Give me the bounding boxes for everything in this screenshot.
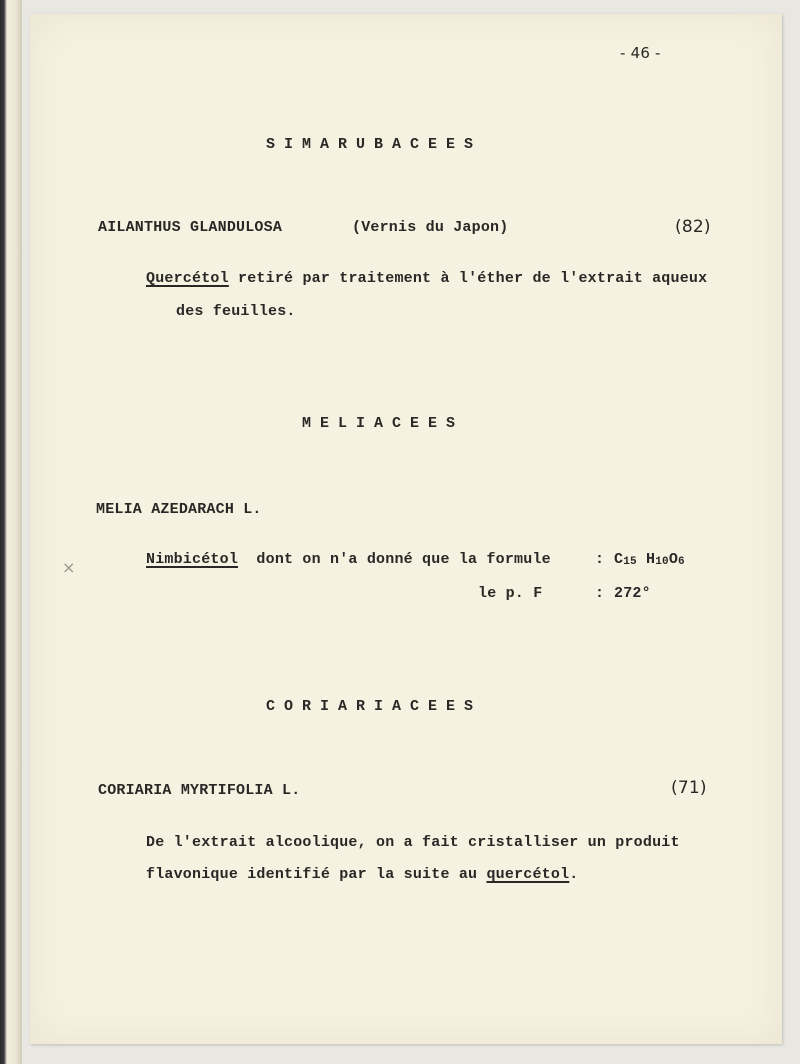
text-line: des feuilles.	[176, 303, 296, 320]
text-line: retiré par traitement à l'éther de l'extrait aqueux	[228, 270, 708, 287]
compound-name: Nimbicétol	[146, 551, 239, 568]
formula-subscript: 15	[623, 556, 637, 568]
species-name: CORIARIA MYRTIFOLIA L.	[98, 782, 301, 799]
compound-name: Quercétol	[146, 270, 229, 287]
compound-name: quercétol	[486, 866, 570, 883]
section-heading-simarubacees: S I M A R U B A C E E S	[266, 136, 474, 153]
text-line: dont on n'a donné que la formule	[238, 551, 551, 568]
melting-point-separator: :	[595, 585, 605, 602]
section-heading-meliacees: M E L I A C E E S	[302, 415, 456, 432]
formula-subscript: 6	[678, 556, 685, 568]
compound-line	[146, 551, 551, 568]
formula-element: H	[636, 551, 656, 568]
formula-element: C	[614, 551, 624, 568]
formula-separator: :	[595, 551, 605, 568]
common-name: (Vernis du Japon)	[352, 219, 509, 236]
species-name: AILANTHUS GLANDULOSA	[98, 219, 283, 236]
chemical-formula	[614, 551, 685, 568]
reference-number: (82)	[675, 217, 711, 237]
formula-subscript: 10	[655, 556, 669, 568]
melting-point-label: le p. F	[478, 585, 543, 602]
margin-cross-mark: ×	[62, 558, 76, 577]
document-page	[30, 14, 782, 1044]
text-line: De l'extrait alcoolique, on a fait cristalliser un produit	[146, 834, 680, 851]
book-binding	[0, 0, 22, 1064]
text-line: .	[569, 866, 579, 883]
species-name: MELIA AZEDARACH L.	[96, 501, 262, 518]
text-line: flavonique identifié par la suite au	[146, 866, 487, 883]
compound-line	[146, 270, 707, 287]
formula-element: O	[668, 551, 679, 568]
reference-number: (71)	[671, 778, 707, 798]
page-number: - 46 -	[620, 44, 661, 62]
compound-line	[146, 866, 579, 883]
melting-point-value: 272°	[614, 585, 651, 602]
section-heading-coriariacees: C O R I A R I A C E E S	[266, 698, 474, 715]
